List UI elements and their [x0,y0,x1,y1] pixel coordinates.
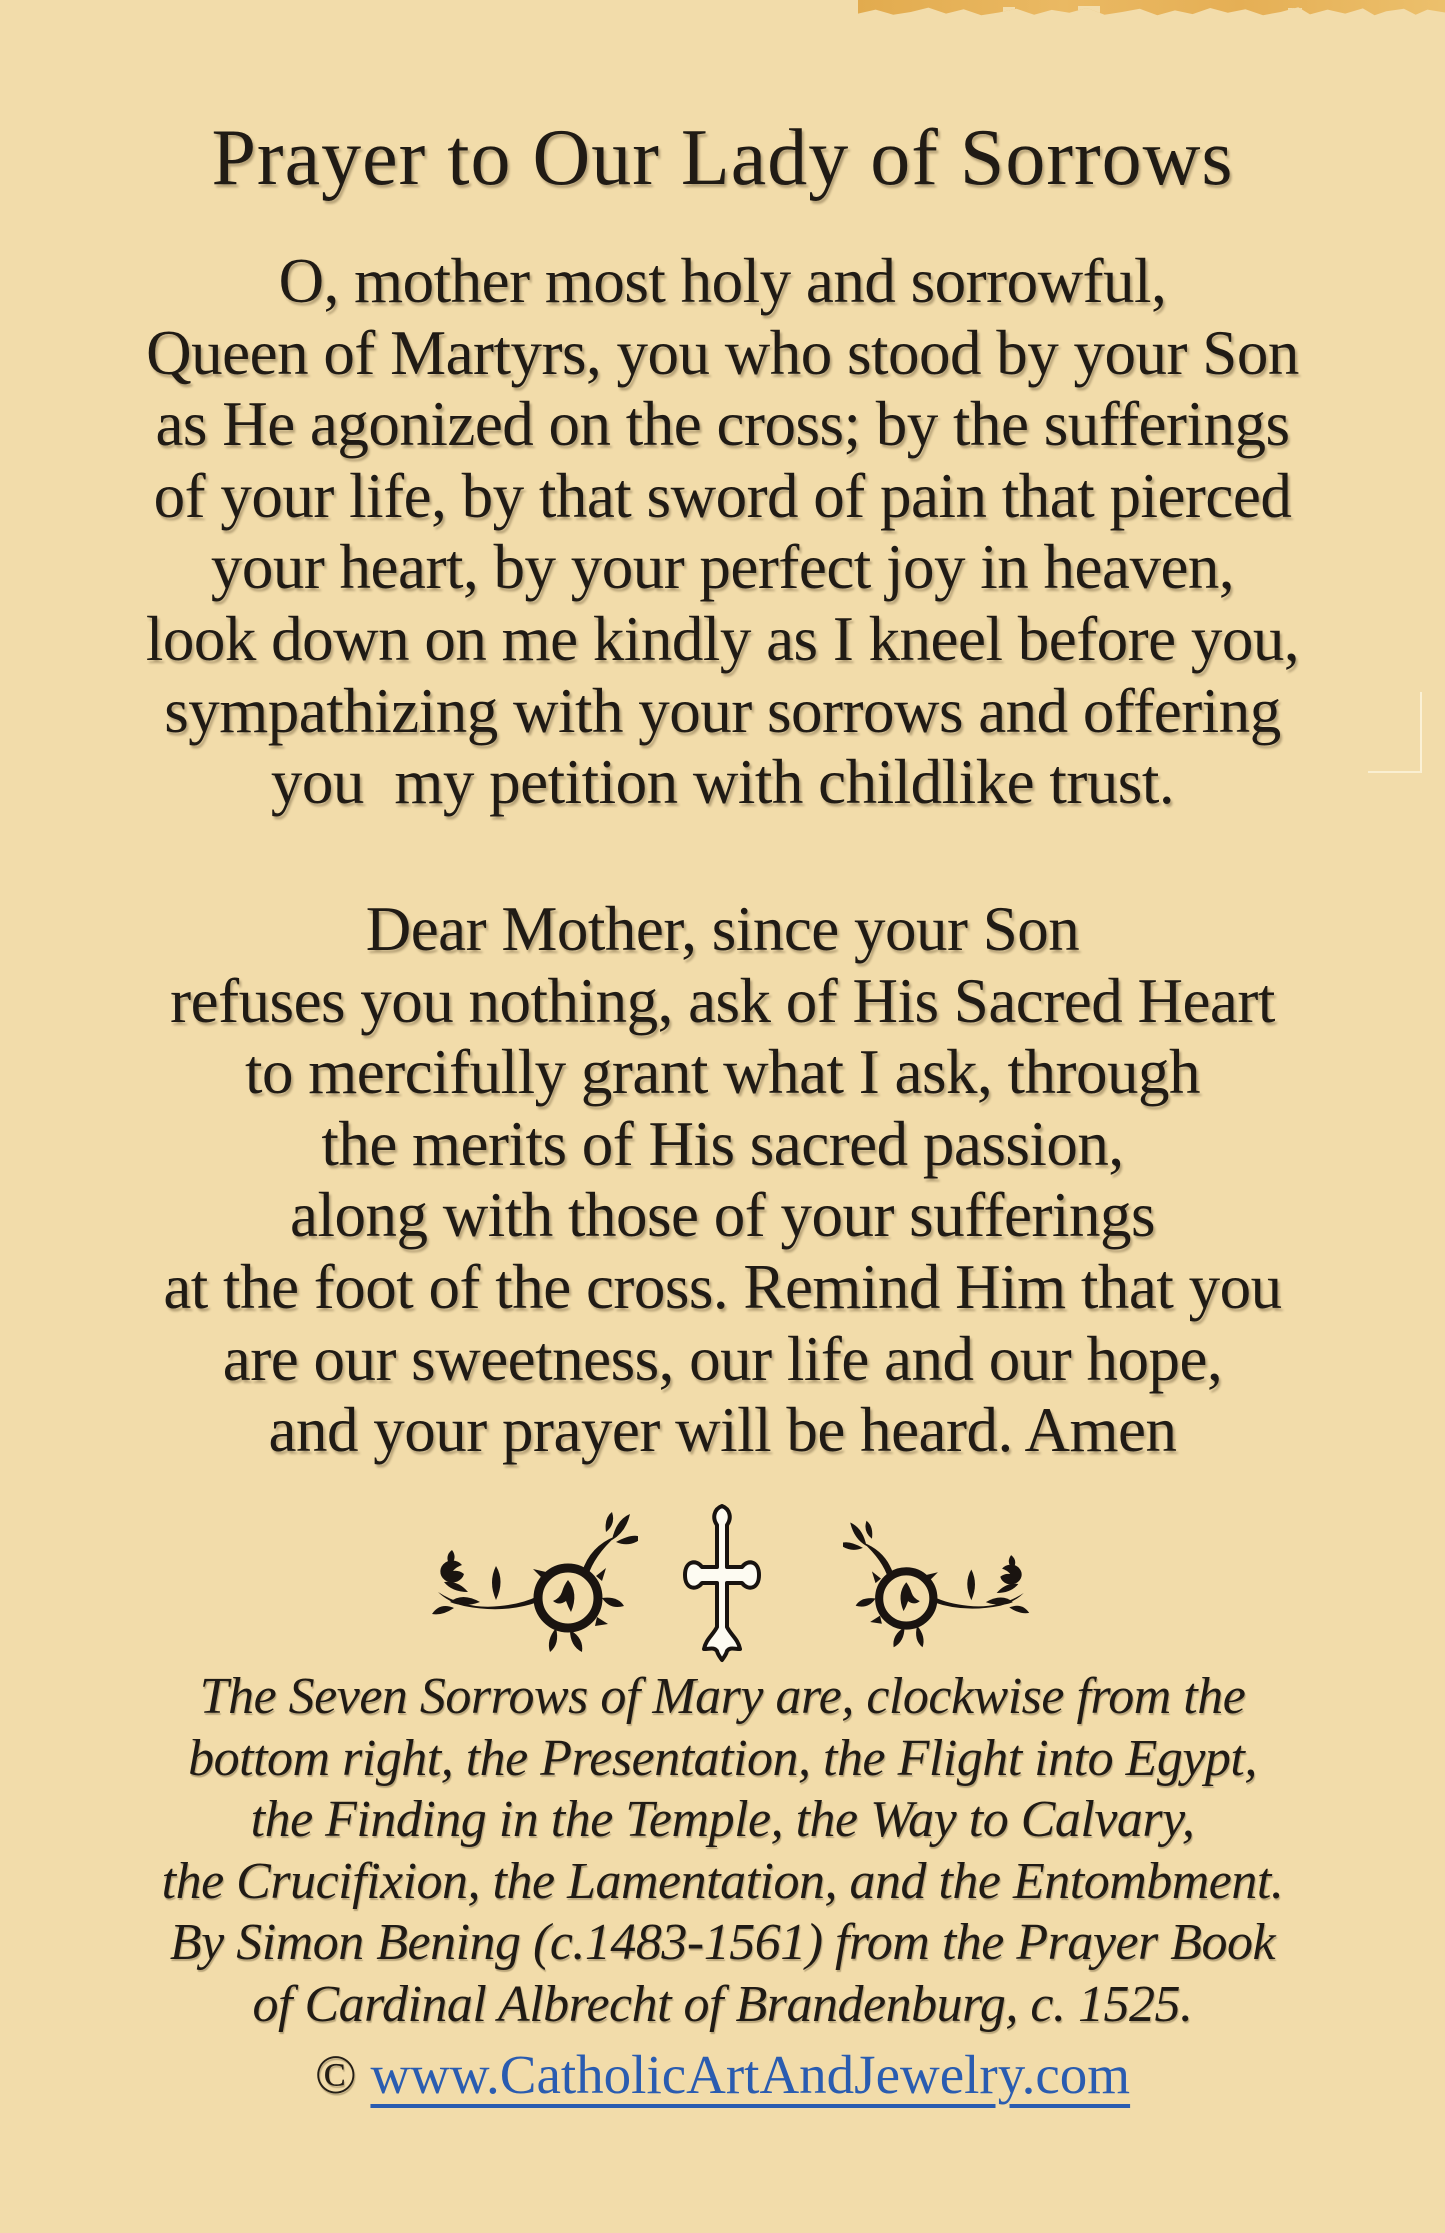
prayer-line: are our sweetness, our life and our hope, [222,1323,1223,1394]
caption-line: bottom right, the Presentation, the Flight into Egypt, [188,1729,1257,1787]
copyright-line [0,2038,1445,2112]
website-link[interactable]: www.CatholicArtAndJewelry.com [370,2044,1131,2105]
page-title: Prayer to Our Lady of Sorrows [211,114,1234,202]
prayer-line: of your life, by that sword of pain that pierced [153,460,1292,531]
caption-line: the Crucifixion, the Lamentation, and the Entombment. [161,1852,1284,1910]
caption-line: the Finding in the Temple, the Way to Calvary, [250,1791,1195,1849]
floral-flourish-left-icon [430,1512,638,1652]
band-notch [1288,8,1302,16]
prayer-line: as He agonized on the cross; by the sufferings [155,389,1290,460]
prayer-line: Queen of Martyrs, you who stood by your Son [146,317,1299,388]
prayer-stanza-2 [0,894,1445,1467]
prayer-line: look down on me kindly as I kneel before you, [145,603,1300,674]
caption-line: By Simon Bening (c.1483-1561) from the Prayer Book [169,1914,1276,1972]
caption-block [0,1666,1445,2036]
floral-flourish-right-icon [843,1514,1031,1654]
prayer-line: your heart, by your perfect joy in heaven, [210,532,1235,603]
caption-line: of Cardinal Albrecht of Brandenburg, c. 1525. [252,1975,1193,2033]
prayer-line: at the foot of the cross. Remind Him that you [163,1251,1282,1322]
prayer-line: O, mother most holy and sorrowful, [278,246,1167,316]
band-notch [1078,6,1100,16]
copyright-symbol: © [314,2044,357,2105]
prayer-line: the merits of His sacred passion, [321,1108,1124,1179]
prayer-line: you my petition with childlike trust. [270,747,1175,818]
prayer-line: along with those of your sufferings [290,1180,1155,1251]
scan-corner-artifact [1368,692,1422,773]
prayer-stanza-1 [0,246,1445,819]
cross-icon [682,1502,762,1664]
prayer-line: Dear Mother, since your Son [365,894,1080,964]
prayer-line: sympathizing with your sorrows and offering [164,675,1281,746]
caption-line: The Seven Sorrows of Mary are, clockwise from the [199,1668,1246,1725]
band-notch [1003,7,1015,16]
prayer-line: and your prayer will be heard. Amen [268,1395,1177,1466]
prayer-line: to mercifully grant what I ask, through [244,1037,1200,1108]
gold-tear-band [858,0,1445,16]
prayer-line: refuses you nothing, ask of His Sacred Heart [170,965,1275,1036]
